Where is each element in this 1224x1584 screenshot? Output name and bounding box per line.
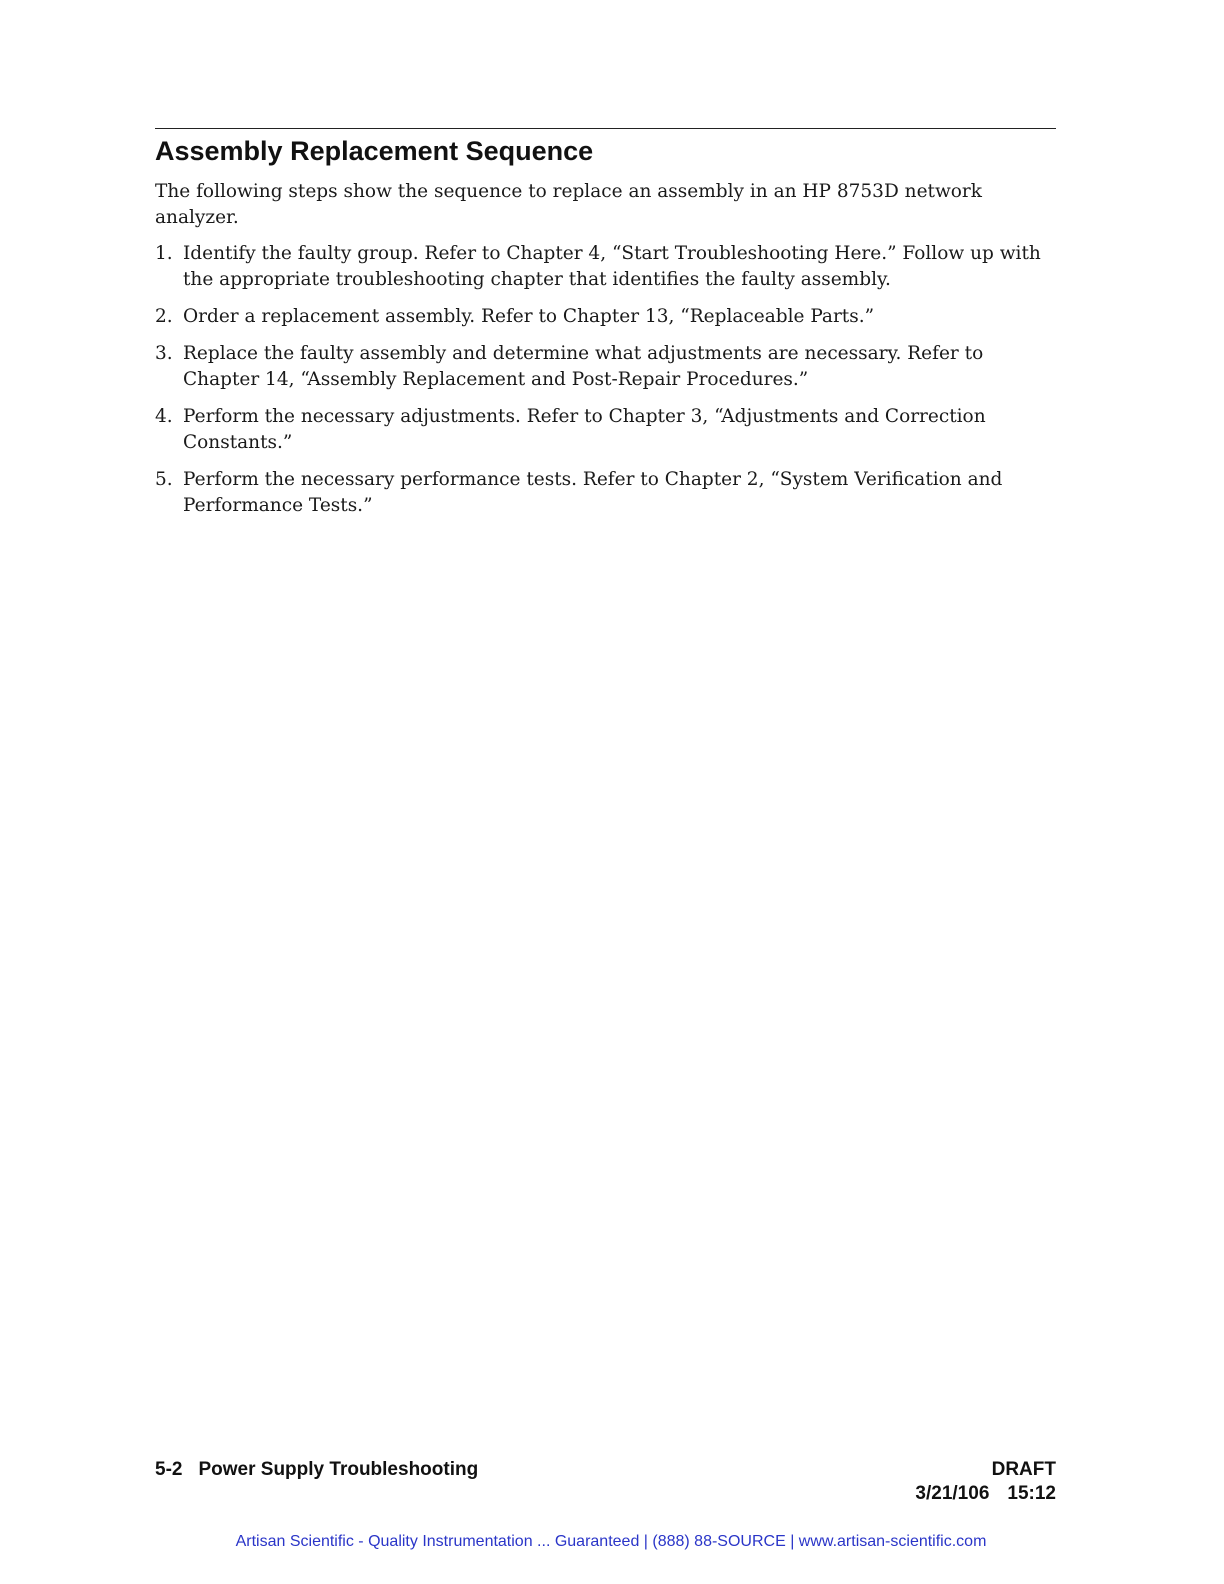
chapter-title: Power Supply Troubleshooting (198, 1459, 479, 1480)
vendor-banner-text: Artisan Scientific - Quality Instrumentation ... Guaranteed | (888) 88-SOURCE | www.artisan-scientific.com (235, 1533, 987, 1550)
step-number: 5. (155, 469, 173, 490)
step-text: Perform the necessary performance tests. Refer to Chapter 2, “System Verification and Performance Tests.” (183, 469, 1003, 516)
step-text: Order a replacement assembly. Refer to Chapter 13, “Replaceable Parts.” (183, 306, 875, 327)
step-number: 3. (155, 343, 173, 364)
draft-date: 3/21/106 (915, 1483, 990, 1504)
step-number: 2. (155, 306, 173, 327)
draft-time: 15:12 (1007, 1483, 1056, 1504)
step-item (155, 467, 1055, 519)
page-footer-left (155, 1458, 478, 1482)
step-text: Replace the faulty assembly and determine what adjustments are necessary. Refer to Chapter 14, “Assembly Replacement and Post-Repair Procedures.” (183, 343, 984, 390)
step-item (155, 341, 1055, 393)
page-number: 5-2 (155, 1459, 183, 1480)
intro-paragraph: The following steps show the sequence to replace an assembly in an HP 8753D network analyzer. (155, 181, 982, 228)
section-rule (155, 128, 1056, 129)
vendor-banner (0, 1532, 1224, 1552)
draft-label: DRAFT (991, 1459, 1056, 1480)
step-list (155, 241, 1055, 530)
page-footer-right (915, 1458, 1056, 1506)
step-item (155, 404, 1055, 456)
step-number: 4. (155, 406, 173, 427)
step-item (155, 241, 1055, 293)
section-title: Assembly Replacement Sequence (155, 136, 594, 166)
draft-datetime (915, 1482, 1056, 1506)
step-text: Perform the necessary adjustments. Refer to Chapter 3, “Adjustments and Correction Constants.” (183, 406, 986, 453)
step-item (155, 304, 1055, 330)
step-text: Identify the faulty group. Refer to Chapter 4, “Start Troubleshooting Here.” Follow up with the appropriate troubleshooting chapter that identifies the faulty assembly. (183, 243, 1041, 290)
step-number: 1. (155, 243, 173, 264)
